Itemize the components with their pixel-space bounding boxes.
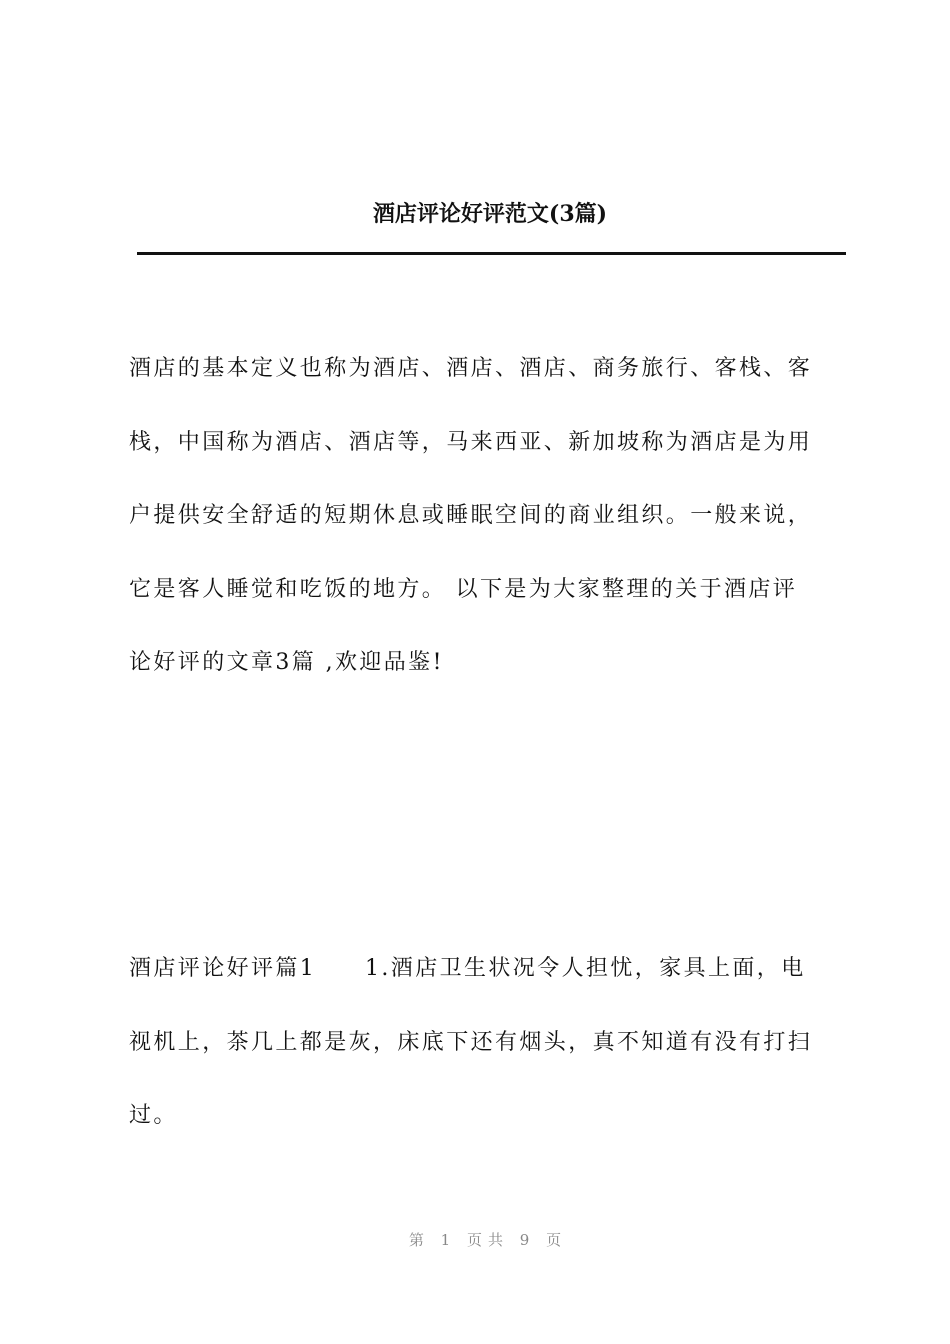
intro-line: 酒店的基本定义也称为酒店、酒店、酒店、商务旅行、客栈、客 — [129, 356, 813, 381]
article-paragraph — [129, 932, 849, 1153]
intro-paragraph — [129, 332, 849, 700]
article-line: 过。 — [129, 1103, 178, 1128]
intro-line: 栈，中国称为酒店、酒店等，马来西亚、新加坡称为酒店是为用 — [129, 429, 813, 455]
intro-line: 它是客人睡觉和吃饭的地方。 以下是为大家整理的关于酒店评 — [129, 576, 798, 602]
intro-line: 户提供安全舒适的短期休息或睡眠空间的商业组织。一般来说， — [129, 503, 813, 528]
article-line: 酒店评论好评篇1 1.酒店卫生状况令人担忧，家具上面，电 — [129, 956, 806, 981]
title-underline — [137, 252, 846, 255]
page-footer: 第 1 页共 9 页 — [408, 1231, 568, 1249]
intro-line: 论好评的文章3篇 ,欢迎品鉴! — [129, 650, 444, 675]
article-line: 视机上，茶几上都是灰，床底下还有烟头，真不知道有没有打扫 — [129, 1029, 813, 1055]
document-title: 酒店评论好评范文(3篇) — [372, 201, 608, 227]
